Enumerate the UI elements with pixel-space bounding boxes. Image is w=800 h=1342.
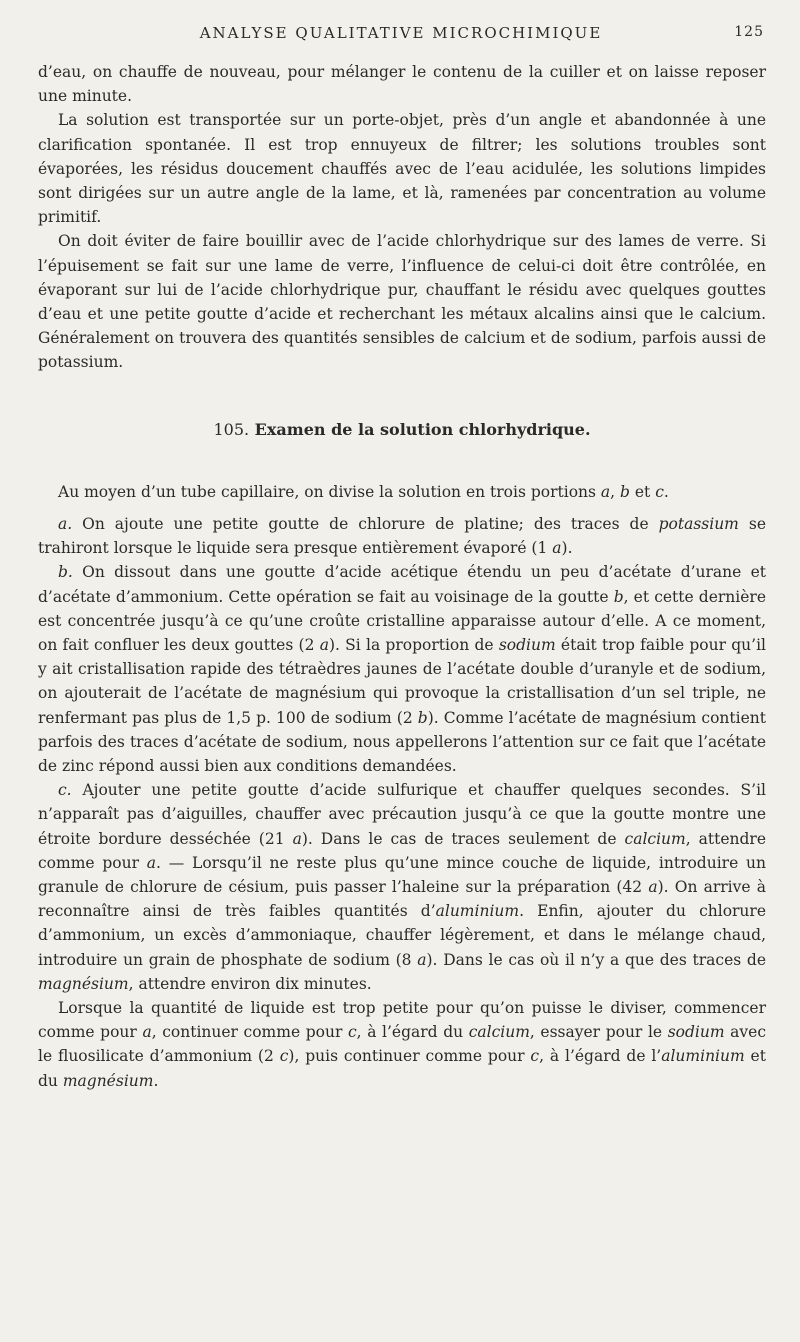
item-emphasis: aluminium [435, 902, 520, 921]
item-emphasis: sodium [667, 1023, 725, 1042]
portion-a: a [600, 482, 611, 501]
item-emphasis: a [648, 878, 658, 897]
intro-suffix: . [663, 482, 669, 501]
item-emphasis: a [146, 853, 157, 872]
paragraph-clarification: La solution est transportée sur un porte-objet, près d’un angle et abandonnée à une clarification spontanée. Il est trop ennuyeux de filtrer; les solutions troubles sont évaporées, les résidus doucement chauffés avec de l’eau acidulée, les solutions limpides sont dirigées sur un autre angle de la lame, et là, ramenées par concentration au volume primitif. [38, 111, 766, 227]
item-text: Ajouter une petite goutte d’acide sulfurique et chauffer quelques secondes. S’il n’apparaît pas d’aiguilles, chauffer avec précaution jusqu’à ce que la goutte montre une étroite bordure desséchée (21 [38, 781, 766, 848]
item-emphasis: magnésium [38, 974, 129, 993]
intro-sep: et [629, 482, 656, 501]
item-emphasis: b [417, 708, 428, 727]
item-emphasis: potassium [658, 515, 739, 533]
item-c [38, 778, 766, 996]
item-text: , à l’égard du [356, 1023, 469, 1042]
item-emphasis: a [142, 1023, 152, 1042]
item-text: , essayer pour le [529, 1023, 668, 1042]
item-a [38, 512, 766, 560]
item-emphasis: c [530, 1047, 540, 1066]
item-text: ). [561, 539, 573, 558]
portion-c: c [655, 482, 664, 501]
item-text: , continuer comme pour [151, 1023, 348, 1042]
item-emphasis: a [552, 539, 562, 558]
item-text: Lorsque la quantité de liquide est trop petite pour qu’on puisse le diviser, commencer comme pour [38, 999, 766, 1042]
item-text: . — Lorsqu’il ne reste plus qu’une mince couche de liquide, introduire un granule de chlorure de césium, puis passer l’haleine sur la préparation (42 [38, 853, 766, 897]
item-label: c. [58, 781, 72, 800]
item-text: ). Dans le cas de traces seulement de [301, 829, 625, 848]
item-text: . Enfin, ajouter du chlorure d’ammonium, un excès d’ammoniaque, chauffer légèrement, et dans le mélange chaud, introduire un grain de phosphate de sodium (8 [38, 902, 766, 969]
item-emphasis: c [279, 1047, 289, 1066]
item-text: On ajoute une petite goutte de chlorure de platine; des traces de [72, 515, 659, 533]
item-text: et du [38, 1047, 766, 1090]
paragraph-continuation: d’eau, on chauffe de nouveau, pour mélanger le contenu de la cuiller et on laisse reposer une minute. [38, 63, 766, 106]
item-emphasis: a [292, 829, 302, 848]
item-text: avec le fluosilicate d’ammonium (2 [38, 1023, 766, 1066]
item-text: ), puis continuer comme pour [288, 1047, 531, 1066]
section-title: Examen de la solution chlorhydrique. [254, 420, 591, 439]
item-text: ). Comme l’acétate de magnésium contient parfois des traces d’acétate de sodium, nous appellerons l’attention sur ce fait que l’acétate de zinc répond aussi bien aux conditions demandées. [38, 708, 766, 776]
item-text: ). On arrive à reconnaître ainsi de très faibles quantités d’ [38, 878, 766, 921]
item-text: ). Si la proportion de [328, 636, 499, 655]
item-emphasis: c [347, 1023, 357, 1042]
item-label: a. [58, 515, 73, 533]
item-emphasis: calcium [624, 829, 686, 848]
page-number: 125 [734, 24, 764, 40]
paragraph-hydrochloric: On doit éviter de faire bouillir avec de l’acide chlorhydrique sur des lames de verre. Si l’épuisement se fait sur une lame de verre, l’influence de celui-ci doit être contrôlée, en évaporant sur lui de l’acide chlorhydrique pur, chauffant le résidu avec quelques gouttes d’eau et une petite goutte d’acide et recherchant les métaux alcalins ainsi que le calcium. Généralement on trouvera des quantités sensibles de calcium et de sodium, parfois aussi de potassium. [38, 232, 766, 372]
section-number: 105. [213, 420, 250, 439]
item-text: se trahiront lorsque le liquide sera presque entièrement évaporé (1 [38, 515, 766, 558]
item-label: b. [58, 563, 73, 582]
intro-sep: , [610, 482, 621, 501]
item-text: était trop faible pour qu’il y ait cristallisation rapide des tétraèdres jaunes de l’acétate double d’uranyle et de sodium, on ajouterait de l’acétate de magnésium qui provoque la cristallisation d’un sel triple, ne renfermant pas plus de 1,5 p. 100 de sodium (2 [38, 636, 766, 727]
item-emphasis: a [417, 950, 427, 969]
intro-paragraph [38, 480, 766, 504]
item-text: , et cette dernière est concentrée jusqu’à ce qu’une croûte cristalline apparaisse autour d’elle. A ce moment, on fait confluer les deux gouttes (2 [38, 587, 766, 655]
item-text: , attendre environ dix minutes. [128, 974, 372, 993]
item-text: , à l’égard de l’ [539, 1047, 662, 1066]
item-emphasis: sodium [498, 636, 556, 655]
item-emphasis: calcium [468, 1023, 530, 1042]
section-heading [38, 420, 766, 439]
item-emphasis: magnésium [62, 1071, 154, 1090]
running-head [38, 24, 764, 44]
top-text-block [38, 60, 766, 375]
procedure-items [38, 512, 766, 1093]
item-text: , attendre comme pour [38, 829, 766, 872]
item-emphasis: aluminium [661, 1047, 745, 1066]
item-text: On dissout dans une goutte d’acide acétique étendu un peu d’acétate d’urane et d’acétate d’ammonium. Cette opération se fait au voisinage de la goutte [38, 563, 766, 606]
portion-b: b [620, 482, 630, 501]
item-b [38, 560, 766, 778]
final-paragraph [38, 996, 766, 1093]
item-emphasis: b [613, 587, 624, 606]
intro-text: Au moyen d’un tube capillaire, on divise la solution en trois portions [58, 482, 601, 501]
item-emphasis: a [319, 636, 329, 655]
item-text: ). Dans le cas où il n’y a que des traces de [426, 950, 767, 969]
running-title: ANALYSE QUALITATIVE MICROCHIMIQUE [199, 24, 603, 42]
item-text: . [153, 1071, 159, 1090]
